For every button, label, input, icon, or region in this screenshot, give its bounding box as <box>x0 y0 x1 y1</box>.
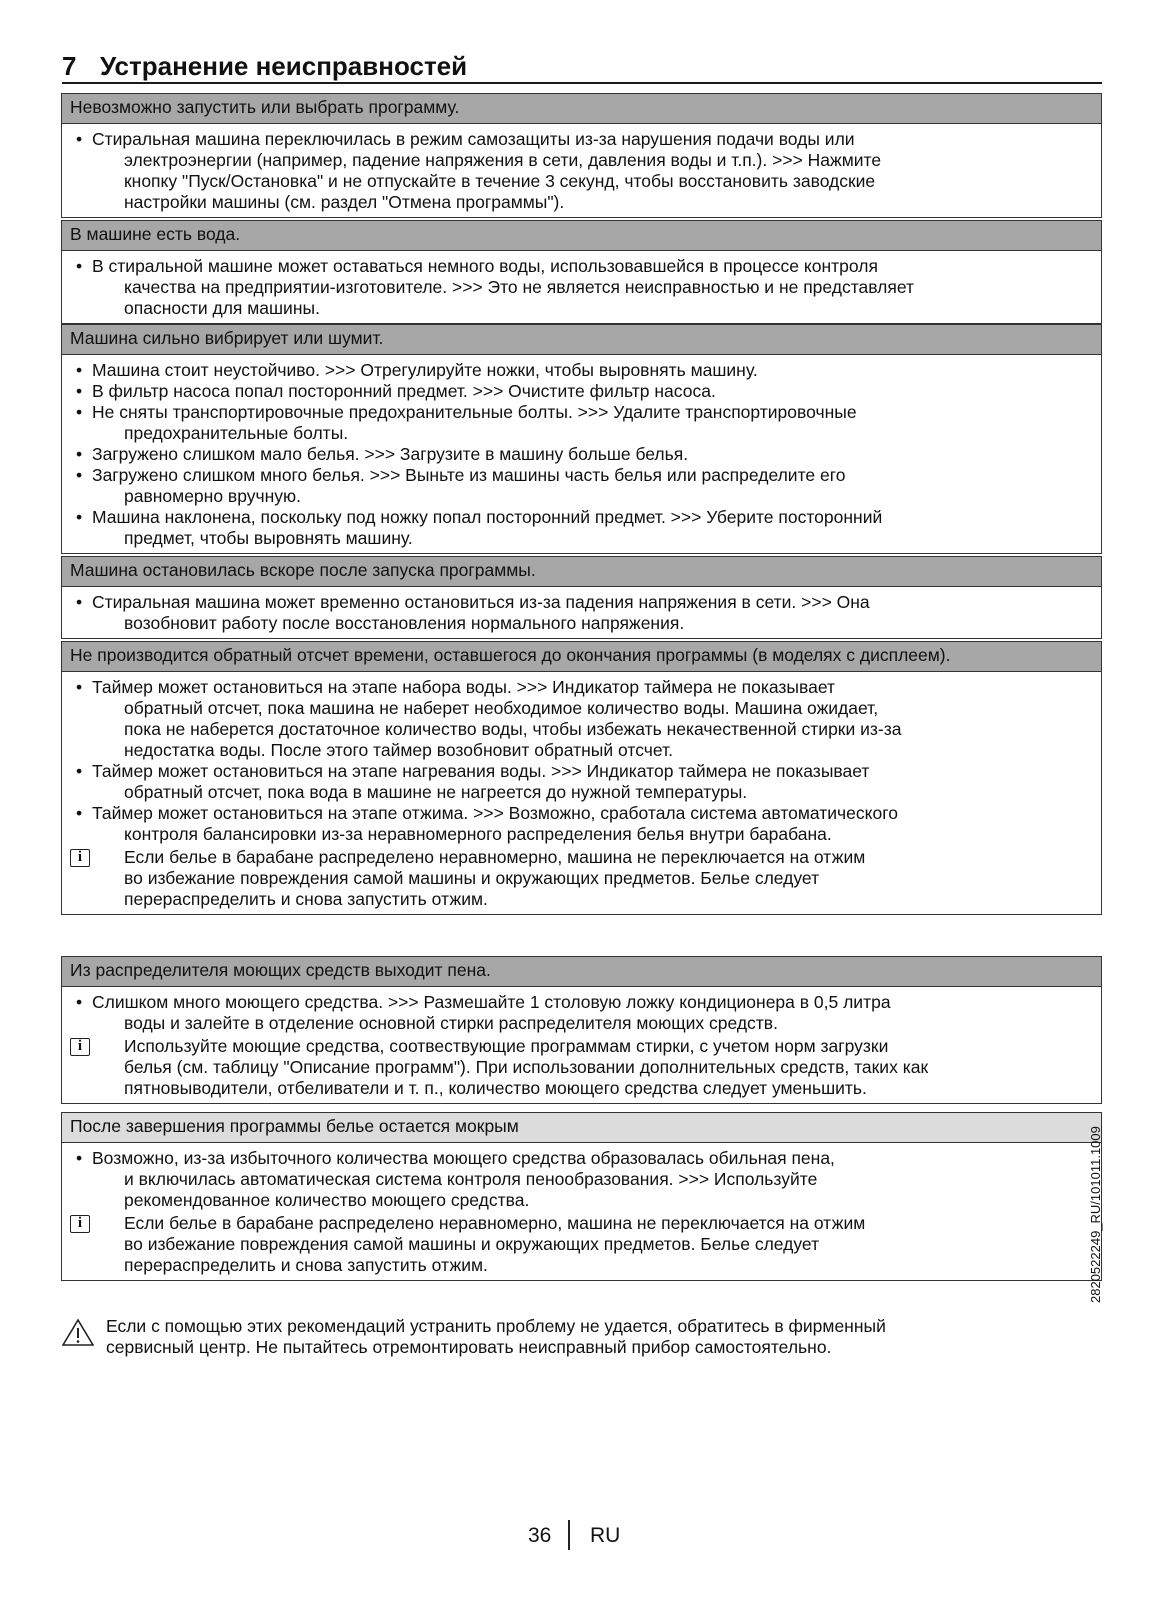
bullet-icon: • <box>76 256 83 276</box>
text-line: воды и залейте в отделение основной стирки распределителя моющих средств. <box>124 1013 778 1033</box>
bullet-item <box>70 360 1093 381</box>
section-header: Из распределителя моющих средств выходит пена. <box>62 957 1101 987</box>
text-line: Если белье в барабане распределено неравномерно, машина не переключается на отжим <box>124 847 866 867</box>
section-content <box>62 672 1101 914</box>
text-line: Если белье в барабане распределено неравномерно, машина не переключается на отжим <box>124 1213 866 1233</box>
info-note <box>70 1036 1093 1099</box>
language-code: RU <box>590 1524 621 1547</box>
text-line: В фильтр насоса попал посторонний предмет. >>> Очистите фильтр насоса. <box>92 381 716 401</box>
text-line: возобновит работу после восстановления нормального напряжения. <box>124 613 685 633</box>
text-line: рекомендованное количество моющего средства. <box>124 1190 530 1210</box>
section-header: Не производится обратный отсчет времени, оставшегося до окончания программы (в моделях с дисплеем). <box>62 642 1101 672</box>
text-line: перераспределить и снова запустить отжим. <box>124 1255 488 1275</box>
text-line: пятновыводители, отбеливатели и т. п., количество моющего средства следует уменьшить. <box>124 1078 867 1098</box>
info-icon <box>70 849 90 867</box>
section-header: Невозможно запустить или выбрать программу. <box>62 94 1101 124</box>
text-line: контроля балансировки из-за неравномерного распределения белья внутри барабана. <box>124 824 832 844</box>
bullet-item <box>70 992 1093 1034</box>
warning-line: сервисный центр. Не пытайтесь отремонтировать неисправный прибор самостоятельно. <box>106 1337 832 1357</box>
section-number: 7 <box>62 51 77 81</box>
section-content <box>62 587 1101 638</box>
section-header: Машина сильно вибрирует или шумит. <box>62 325 1101 355</box>
document-code: 2820522249_RU/101011.1009 <box>1088 1126 1103 1303</box>
text-line: Стиральная машина может временно остановиться из-за падения напряжения в сети. >>> Она <box>92 592 870 612</box>
info-note <box>70 847 1093 910</box>
text-line: опасности для машины. <box>124 298 320 318</box>
bullet-icon: • <box>76 803 83 823</box>
section-header: Машина остановилась вскоре после запуска программы. <box>62 557 1101 587</box>
bullet-item <box>70 444 1093 465</box>
bullet-item <box>70 256 1093 319</box>
text-line: Стиральная машина переключилась в режим самозащиты из-за нарушения подачи воды или <box>92 129 855 149</box>
text-line: Возможно, из-за избыточного количества моющего средства образовалась обильная пена, <box>92 1148 835 1168</box>
text-line: перераспределить и снова запустить отжим. <box>124 889 488 909</box>
section-header: После завершения программы белье остается мокрым <box>62 1113 1101 1143</box>
section-header: В машине есть вода. <box>62 221 1101 251</box>
bullet-icon: • <box>76 360 83 380</box>
bullet-icon: • <box>76 1148 83 1168</box>
section-content <box>62 355 1101 553</box>
text-line: качества на предприятии-изготовителе. >>> Это не является неисправностью и не представляет <box>124 277 915 297</box>
warning-triangle-icon <box>62 1318 94 1346</box>
bullet-item <box>70 592 1093 634</box>
text-line: Машина стоит неустойчиво. >>> Отрегулируйте ножки, чтобы выровнять машину. <box>92 360 758 380</box>
text-line: Машина наклонена, поскольку под ножку попал посторонний предмет. >>> Уберите посторонний <box>92 507 883 527</box>
text-line: Таймер может остановиться на этапе нагревания воды. >>> Индикатор таймера не показывает <box>92 761 870 781</box>
bullet-icon: • <box>76 465 83 485</box>
text-line: обратный отсчет, пока вода в машине не нагреется до нужной температуры. <box>124 782 748 802</box>
warning-note <box>62 1316 1102 1358</box>
text-line: обратный отсчет, пока машина не наберет необходимое количество воды. Машина ожидает, <box>124 698 879 718</box>
text-line: Загружено слишком много белья. >>> Выньте из машины часть белья или распределите его <box>92 465 846 485</box>
text-line: Таймер может остановиться на этапе набора воды. >>> Индикатор таймера не показывает <box>92 677 836 697</box>
trouble-section <box>61 641 1102 915</box>
bullet-icon: • <box>76 402 83 422</box>
text-line: настройки машины (см. раздел "Отмена программы"). <box>124 192 565 212</box>
text-line: белья (см. таблицу "Описание программ"). При использовании дополнительных средств, таких как <box>124 1057 929 1077</box>
bullet-item <box>70 402 1093 444</box>
text-line: Таймер может остановиться на этапе отжима. >>> Возможно, сработала система автоматического <box>92 803 898 823</box>
page-title <box>62 50 1102 84</box>
trouble-section <box>61 956 1102 1104</box>
text-line: Загружено слишком мало белья. >>> Загрузите в машину больше белья. <box>92 444 689 464</box>
info-note <box>70 1213 1093 1276</box>
bullet-icon: • <box>76 592 83 612</box>
text-line: В стиральной машине может оставаться немного воды, использовавшейся в процессе контроля <box>92 256 878 276</box>
bullet-icon: • <box>76 761 83 781</box>
page-number: 36 <box>528 1524 552 1547</box>
text-line: и включилась автоматическая система контроля пенообразования. >>> Используйте <box>124 1169 818 1189</box>
trouble-section <box>61 556 1102 639</box>
text-line: недостатка воды. После этого таймер возобновит обратный отсчет. <box>124 740 673 760</box>
section-content <box>62 987 1101 1103</box>
bullet-icon: • <box>76 677 83 697</box>
info-icon <box>70 1215 90 1233</box>
bullet-item <box>70 1148 1093 1211</box>
text-line: равномерно вручную. <box>124 486 302 506</box>
bullet-icon: • <box>76 992 83 1012</box>
section-content <box>62 124 1101 217</box>
text-line: кнопку "Пуск/Остановка" и не отпускайте в течение 3 секунд, чтобы восстановить заводские <box>124 171 876 191</box>
text-line: пока не наберется достаточное количество воды, чтобы избежать некачественной стирки из-за <box>124 719 902 739</box>
text-line: во избежание повреждения самой машины и окружающих предметов. Белье следует <box>124 868 820 888</box>
warning-line: Если с помощью этих рекомендаций устранить проблему не удается, обратитесь в фирменный <box>106 1316 886 1336</box>
bullet-item <box>70 129 1093 213</box>
footer-divider <box>568 1520 570 1550</box>
bullet-icon: • <box>76 381 83 401</box>
text-line: Слишком много моющего средства. >>> Размешайте 1 столовую ложку кондиционера в 0,5 литра <box>92 992 891 1012</box>
bullet-item <box>70 507 1093 549</box>
text-line: предмет, чтобы выровнять машину. <box>124 528 413 548</box>
text-line: предохранительные болты. <box>124 423 349 443</box>
bullet-icon: • <box>76 444 83 464</box>
bullet-item <box>70 761 1093 803</box>
text-line: электроэнергии (например, падение напряжения в сети, давления воды и т.п.). >>> Нажмите <box>124 150 882 170</box>
info-icon <box>70 1038 90 1056</box>
bullet-icon: • <box>76 129 83 149</box>
trouble-section <box>61 220 1102 324</box>
bullet-item <box>70 381 1093 402</box>
section-title: Устранение неисправностей <box>100 51 468 81</box>
bullet-icon: • <box>76 507 83 527</box>
text-line: Не сняты транспортировочные предохранительные болты. >>> Удалите транспортировочные <box>92 402 857 422</box>
bullet-item <box>70 465 1093 507</box>
trouble-section <box>61 324 1102 554</box>
section-content <box>62 251 1101 323</box>
text-line: во избежание повреждения самой машины и окружающих предметов. Белье следует <box>124 1234 820 1254</box>
bullet-item <box>70 803 1093 845</box>
text-line: Используйте моющие средства, соотвествующие программам стирки, с учетом норм загрузки <box>124 1036 889 1056</box>
section-content <box>62 1143 1101 1280</box>
trouble-section <box>61 1112 1102 1281</box>
page-footer <box>0 1520 1166 1550</box>
trouble-section <box>61 93 1102 218</box>
bullet-item <box>70 677 1093 761</box>
